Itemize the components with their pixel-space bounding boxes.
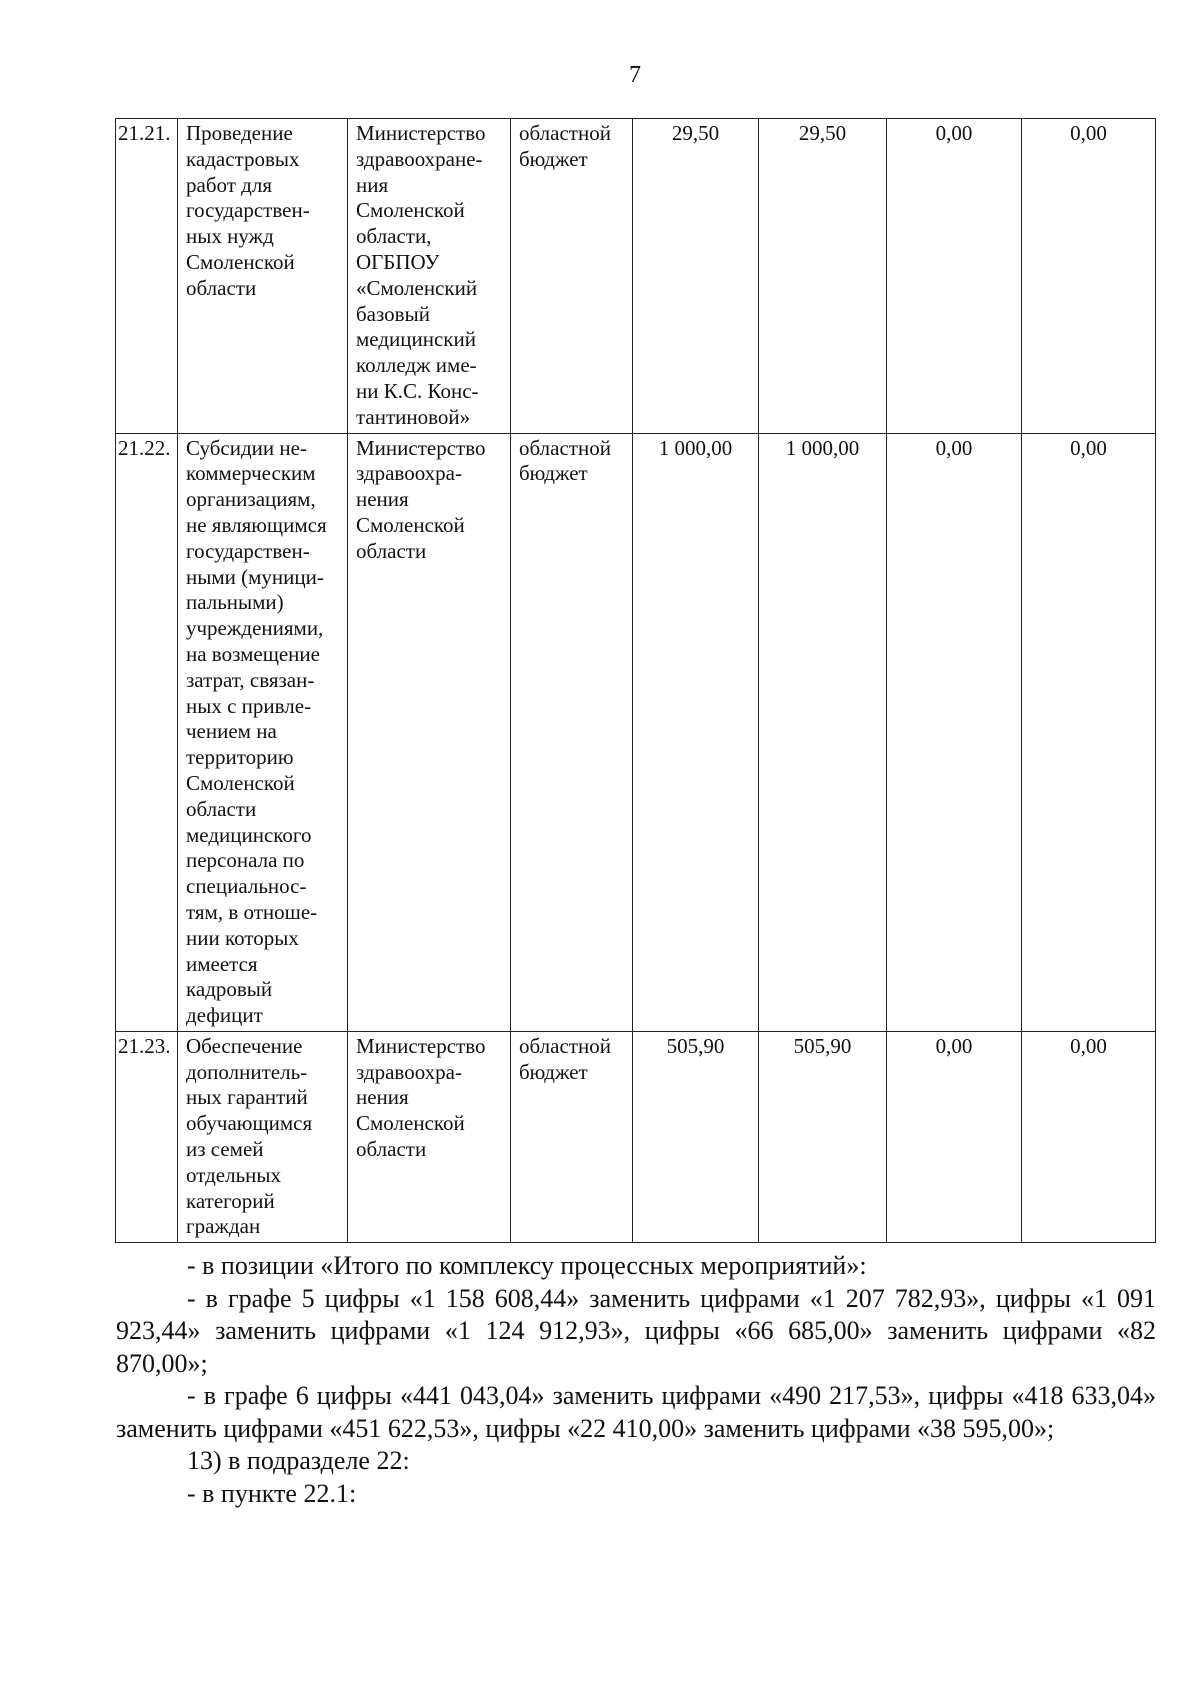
row-number: 21.23. [116,1031,178,1242]
funding-source: областной бюджет [511,119,633,434]
amount-year-3: 0,00 [1022,1031,1156,1242]
amount-year-1: 29,50 [759,119,887,434]
row-number: 21.22. [116,433,178,1031]
funding-source: областной бюджет [511,1031,633,1242]
executor: Министерство здравоохране- ния Смоленской области, ОГБПОУ «Смоленский базовый медицинский колледж име- ни К.С. Конс- тантиновой» [348,119,511,434]
amount-total: 29,50 [633,119,759,434]
measures-table [115,118,1156,1243]
row-number: 21.21. [116,119,178,434]
amount-year-3: 0,00 [1022,119,1156,434]
table-row [116,119,1156,434]
amount-year-2: 0,00 [887,119,1022,434]
amount-year-2: 0,00 [887,1031,1022,1242]
paragraph: - в пункте 22.1: [187,1478,357,1508]
paragraph: - в графе 5 цифры «1 158 608,44» заменить цифрами «1 207 782,93», цифры «1 091 923,44» заменить цифрами «1 124 912,93», цифры «66 685,00» заменить цифрами «82 870,00»; [116,1283,1156,1378]
funding-source: областной бюджет [511,433,633,1031]
page-number: 7 [629,62,641,88]
paragraph: - в графе 6 цифры «441 043,04» заменить цифрами «490 217,53», цифры «418 633,04» заменить цифрами «451 622,53», цифры «22 410,00» заменить цифрами «38 595,00»; [116,1381,1156,1443]
paragraph: 13) в подразделе 22: [187,1446,410,1475]
amount-total: 1 000,00 [633,433,759,1031]
measure-name: Субсидии не- коммерческим организациям, не являющимся государствен- ными (муници- пальными) учреждениями, на возмещение затрат, связан- ных с привле- чением на территорию Смоленской области медицинского персонала по специальнос- тям, в отноше- нии которых имеется кадровый дефицит [178,433,348,1031]
amount-year-1: 505,90 [759,1031,887,1242]
amount-year-2: 0,00 [887,433,1022,1031]
measure-name: Проведение кадастровых работ для государствен- ных нужд Смоленской области [178,119,348,434]
amendment-text [116,1250,1156,1510]
table-row [116,433,1156,1031]
paragraph: - в позиции «Итого по комплексу процессных мероприятий»: [187,1251,867,1280]
table-row [116,1031,1156,1242]
executor: Министерство здравоохра- нения Смоленской области [348,1031,511,1242]
amount-year-3: 0,00 [1022,433,1156,1031]
amount-year-1: 1 000,00 [759,433,887,1031]
amount-total: 505,90 [633,1031,759,1242]
executor: Министерство здравоохра- нения Смоленской области [348,433,511,1031]
measure-name: Обеспечение дополнитель- ных гарантий обучающимся из семей отдельных категорий граждан [178,1031,348,1242]
